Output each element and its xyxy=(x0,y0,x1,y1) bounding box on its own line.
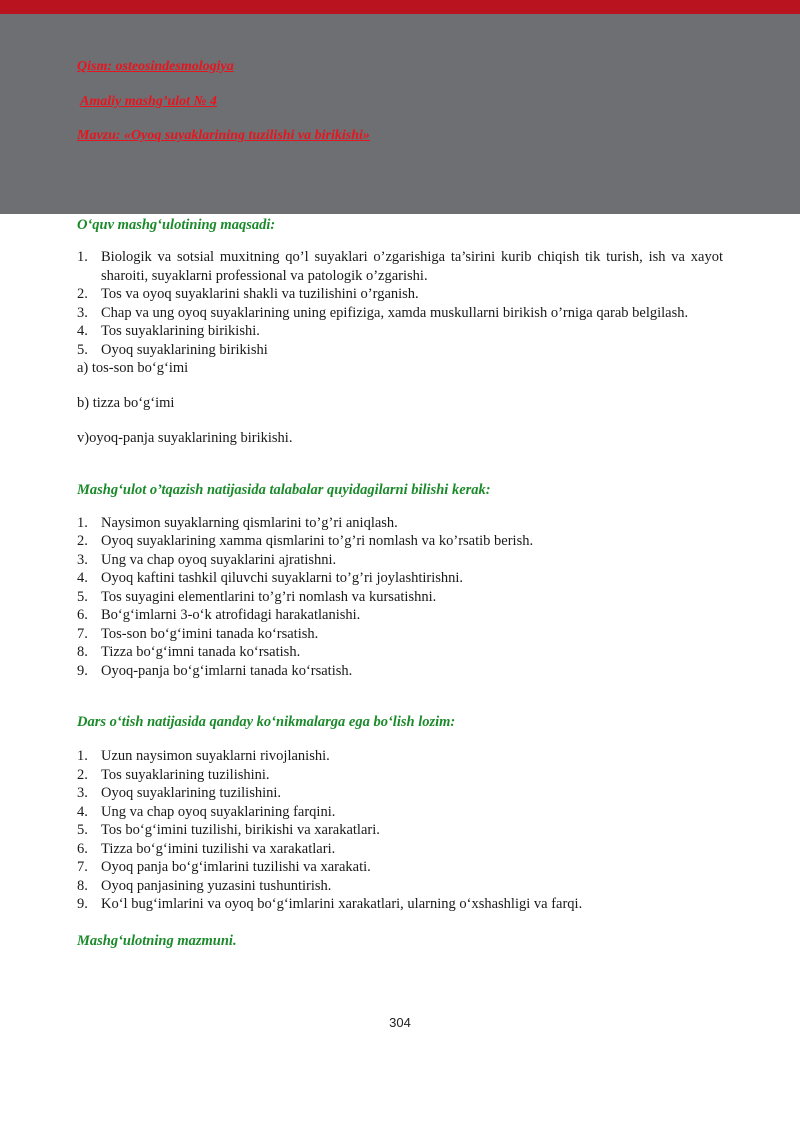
item-text: Tos suyagini elementlarini to’g’ri nomlash va kursatishni. xyxy=(101,588,437,605)
item-number: 7. xyxy=(77,625,88,642)
item-text: Uzun naysimon suyaklarni rivojlanishi. xyxy=(101,748,330,764)
list-item xyxy=(77,784,723,803)
item-number: 1. xyxy=(77,514,88,531)
list-item xyxy=(77,747,723,766)
item-text: Oyoq panjasining yuzasini tushuntirish. xyxy=(101,877,332,894)
section-content-title: Mashg‘ulotning mazmuni. xyxy=(77,932,237,949)
item-text: Tos bo‘g‘imini tuzilishi, birikishi va xarakatlari. xyxy=(101,822,380,838)
item-number: 2. xyxy=(77,286,88,302)
knowledge-list xyxy=(77,514,723,681)
item-number: 7. xyxy=(77,859,88,875)
item-number: 4. xyxy=(77,803,88,820)
item-number: 3. xyxy=(77,304,88,321)
list-item xyxy=(77,803,723,822)
list-item xyxy=(77,858,723,877)
list-item xyxy=(77,248,723,285)
document-body xyxy=(77,215,723,951)
item-text: Tos suyaklarining tuzilishini. xyxy=(101,766,270,783)
header-topic: Mavzu: «Oyoq suyaklarining tuzilishi va birikishi» xyxy=(77,128,370,143)
item-text: Oyoq panja bo‘g‘imlarini tuzilishi va xarakati. xyxy=(101,859,371,875)
sub-item-v: v)oyoq-panja suyaklarining birikishi. xyxy=(77,430,293,446)
goals-list xyxy=(77,248,723,359)
header-band xyxy=(0,14,800,214)
item-number: 6. xyxy=(77,607,88,623)
item-number: 3. xyxy=(77,551,88,568)
item-number: 1. xyxy=(77,748,88,764)
item-text: Ko‘l bug‘imlarini va oyoq bo‘g‘imlarini xarakatlari, ularning o‘xshashligi va farqi. xyxy=(101,896,583,912)
item-number: 4. xyxy=(77,570,88,586)
skills-list xyxy=(77,747,723,914)
item-number: 6. xyxy=(77,840,88,857)
list-item xyxy=(77,569,723,588)
item-number: 9. xyxy=(77,896,88,912)
sub-item-a: a) tos-son bo‘g‘imi xyxy=(77,360,189,376)
item-text: Oyoq suyaklarining birikishi xyxy=(101,341,268,358)
top-accent-bar xyxy=(0,0,800,14)
item-text: Naysimon suyaklarning qismlarini to’g’ri aniqlash. xyxy=(101,514,398,531)
header-part-title: Qism: osteosindesmologiya xyxy=(77,59,234,74)
section-knowledge-title: Mashg‘ulot o’tqazish natijasida talabalar quyidagilarni bilishi kerak: xyxy=(77,481,491,498)
list-item xyxy=(77,895,723,914)
item-text: Oyoq suyaklarining tuzilishini. xyxy=(101,785,282,801)
list-item xyxy=(77,606,723,625)
item-text: Oyoq-panja bo‘g‘imlarni tanada ko‘rsatish. xyxy=(101,662,353,679)
item-number: 5. xyxy=(77,341,88,358)
section-skills-title: Dars o‘tish natijasida qanday ko‘nikmalarga ega bo‘lish lozim: xyxy=(77,714,456,730)
list-item xyxy=(77,285,723,304)
item-number: 8. xyxy=(77,644,88,660)
list-item xyxy=(77,821,723,840)
header-lesson-number: Amaliy mashg’ulot № 4 xyxy=(80,94,217,109)
list-item xyxy=(77,532,723,551)
item-number: 5. xyxy=(77,822,88,838)
item-text: Ung va chap oyoq suyaklarining farqini. xyxy=(101,803,336,820)
item-number: 2. xyxy=(77,533,88,549)
item-text: Ung va chap oyoq suyaklarini ajratishni. xyxy=(101,551,337,568)
item-number: 5. xyxy=(77,588,88,605)
list-item xyxy=(77,551,723,570)
item-text: Tos va oyoq suyaklarini shakli va tuzilishini o’rganish. xyxy=(101,286,419,302)
item-number: 1. xyxy=(77,249,88,265)
list-item xyxy=(77,341,723,360)
item-text: Chap va ung oyoq suyaklarining uning epifiziga, xamda muskullarni birikish o’rniga qarab belgilash. xyxy=(101,304,689,321)
item-number: 8. xyxy=(77,877,88,894)
item-text: Oyoq kaftini tashkil qiluvchi suyaklarni to’g’ri joylashtirishni. xyxy=(101,570,464,586)
item-text: Tos suyaklarining birikishi. xyxy=(101,323,260,339)
page-number: 304 xyxy=(389,1015,411,1030)
list-item xyxy=(77,514,723,533)
list-item xyxy=(77,588,723,607)
list-item xyxy=(77,643,723,662)
item-number: 2. xyxy=(77,766,88,783)
sub-item-b: b) tizza bo‘g‘imi xyxy=(77,394,175,411)
item-number: 9. xyxy=(77,662,88,679)
list-item xyxy=(77,662,723,681)
item-text: Biologik va sotsial muxitning qo’l suyaklari o’zgarishiga ta’sirini kurib chiqish tik turish, ish va xayot sharoiti, suyaklarni professional va patologik o’zgarishi. xyxy=(101,249,723,284)
item-text: Bo‘g‘imlarni 3-o‘k atrofidagi harakatlanishi. xyxy=(101,607,361,623)
section-goals-title: O‘quv mashg‘ulotining maqsadi: xyxy=(77,217,276,233)
item-number: 4. xyxy=(77,323,88,339)
item-text: Tizza bo‘g‘imni tanada ko‘rsatish. xyxy=(101,644,301,660)
list-item xyxy=(77,322,723,341)
item-number: 3. xyxy=(77,785,88,801)
list-item xyxy=(77,877,723,896)
item-text: Tizza bo‘g‘imini tuzilishi va xarakatlari. xyxy=(101,840,336,857)
item-text: Oyoq suyaklarining xamma qismlarini to’g’ri nomlash va ko’rsatib berish. xyxy=(101,533,534,549)
list-item xyxy=(77,840,723,859)
list-item xyxy=(77,766,723,785)
list-item xyxy=(77,625,723,644)
list-item xyxy=(77,304,723,323)
item-text: Tos-son bo‘g‘imini tanada ko‘rsatish. xyxy=(101,625,319,642)
